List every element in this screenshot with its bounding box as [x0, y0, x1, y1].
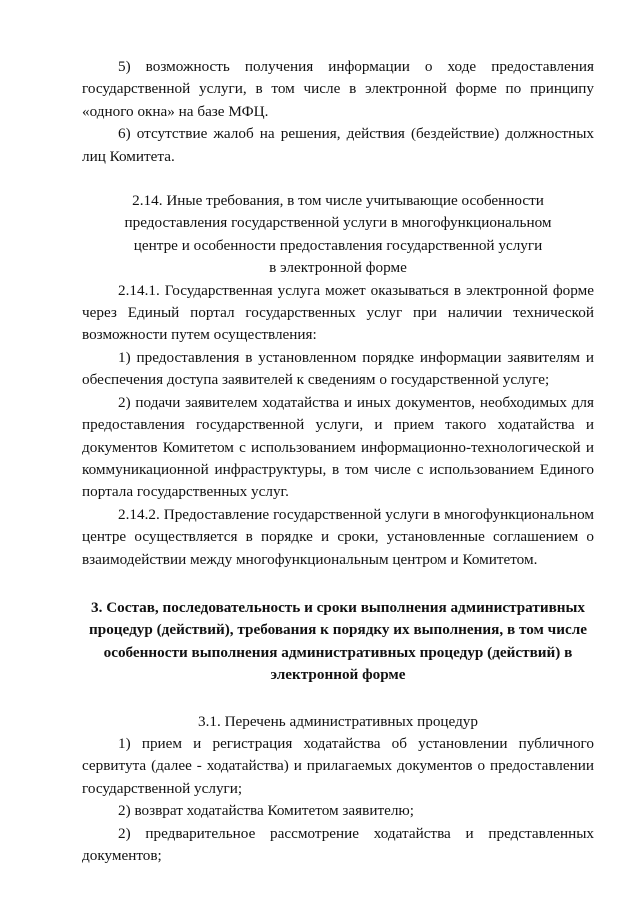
paragraph-2-14-1: 2.14.1. Государственная услуга может оказываться в электронной форме через Единый портал государственных услуг при наличии технической возможности путем осуществления: [82, 281, 594, 344]
section-3-1-heading: 3.1. Перечень административных процедур [198, 712, 478, 730]
paragraph-2-14-1-item-2: 2) подачи заявителем ходатайства и иных документов, необходимых для предоставления государственной услуги, и прием такого ходатайства и документов Комитетом с использованием информационно-технологической и коммуникационной инфраструктуры, в том числе с использованием Единого портала государственных услуг. [82, 393, 594, 501]
heading-line: 2.14. Иные требования, в том числе учитывающие особенности [132, 192, 544, 210]
heading-line: 3. Состав, последовательность и сроки выполнения административных [91, 598, 585, 616]
paragraph-2-14-1-item-1: 1) предоставления в установленном порядке информации заявителям и обеспечения доступа заявителей к сведениям о государственной услуге; [82, 348, 594, 389]
section-3-heading [82, 597, 594, 687]
paragraph-3-1-item-3: 2) предварительное рассмотрение ходатайства и представленных документов; [82, 824, 594, 864]
section-2-14-heading [82, 190, 594, 280]
paragraph-2-14-2: 2.14.2. Предоставление государственной услуги в многофункциональном центре осуществляется в порядке и сроки, установленные соглашением о взаимодействии между многофункциональным центром и Комитетом. [82, 505, 594, 568]
heading-line: процедур (действий), требования к порядку их выполнения, в том числе [89, 621, 587, 639]
heading-line: центре и особенности предоставления государственной услуги [133, 236, 543, 254]
heading-line: в электронной форме [269, 259, 407, 277]
paragraph-item-5: 5) возможность получения информации о ходе предоставления государственной услуги, в том числе в электронной форме по принципу «одного окна» на базе МФЦ. [82, 58, 594, 120]
heading-line: предоставления государственной услуги в многофункциональном [124, 214, 552, 232]
document-page [82, 56, 594, 867]
heading-line: особенности выполнения административных процедур (действий) в [103, 643, 573, 661]
paragraph-3-1-item-1: 1) прием и регистрация ходатайства об установлении публичного сервитута (далее - ходатайства) и прилагаемых документов о предоставлении государственной услуги; [82, 734, 594, 797]
paragraph-3-1-item-2: 2) возврат ходатайства Комитетом заявителю; [118, 802, 414, 820]
heading-line: электронной форме [270, 666, 406, 684]
paragraph-item-6: 6) отсутствие жалоб на решения, действия (бездействие) должностных лиц Комитета. [82, 125, 594, 165]
